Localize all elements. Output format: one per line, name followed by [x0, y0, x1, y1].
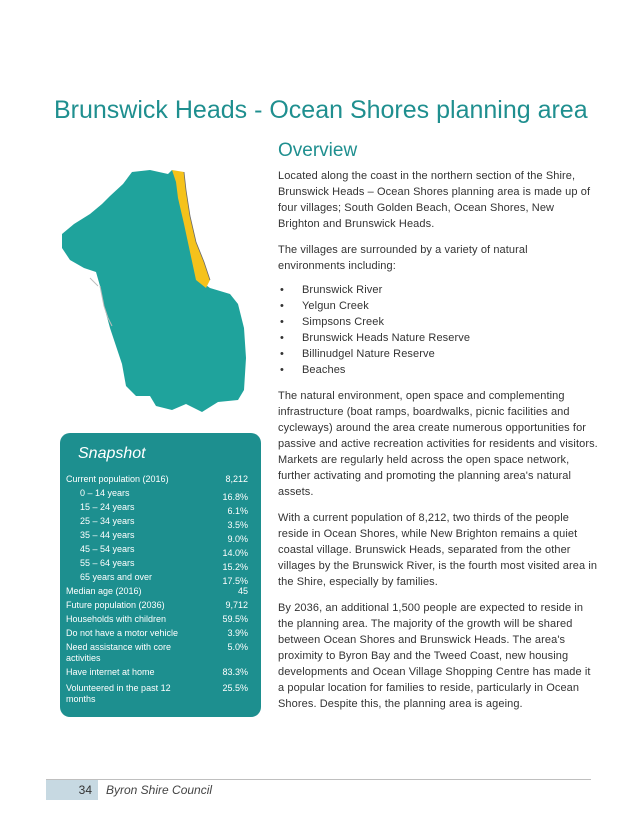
footer-organization: Byron Shire Council [106, 783, 213, 797]
list-item: • Brunswick River [278, 282, 598, 298]
snapshot-value: 9.0% [227, 534, 248, 544]
snapshot-value: 83.3% [222, 667, 248, 677]
snapshot-label: Future population (2036) [66, 600, 165, 610]
snapshot-label: 45 – 54 years [80, 544, 135, 554]
paragraph-population: With a current population of 8,212, two thirds of the people reside in Ocean Shores, while New Brighton remains a quiet coastal village. Brunswick Heads, separated from the other villages by the Brunswick River, is the fourth most visited area in the Shire, especially by families. [278, 512, 598, 588]
snapshot-value: 9,712 [225, 600, 248, 610]
snapshot-label: 15 – 24 years [80, 502, 135, 512]
snapshot-label: Households with children [66, 614, 167, 624]
snapshot-label: 65 years and over [80, 572, 153, 582]
planning-area-map [60, 168, 270, 420]
page-title: Brunswick Heads - Ocean Shores planning area [54, 96, 588, 124]
paragraph-growth: By 2036, an additional 1,500 people are expected to reside in the planning area. The majority of the growth will be shared between Ocean Shores and Brunswick Heads. The area's proximity to Byron Bay and the Tweed Coast, new housing developments and Ocean Village Shopping Centre has made it a popular location for families to reside, particularly in Ocean Shores. Despite this, the planning area is ageing. [278, 602, 591, 710]
snapshot-value: 3.5% [227, 520, 248, 530]
paragraph-environments: The villages are surrounded by a variety of natural environments including: [278, 244, 528, 272]
environments-list [278, 282, 598, 378]
snapshot-label: 25 – 34 years [80, 516, 135, 526]
list-item: • Yelgun Creek [278, 298, 598, 314]
snapshot-value: 45 [237, 586, 248, 596]
snapshot-value: 16.8% [222, 492, 248, 502]
paragraph-recreation: The natural environment, open space and complementing infrastructure (boat ramps, boardwalks, picnic facilities and cycleways) around the area create numerous opportunities for passive and active recreation activities for residents and visitors. Markets are regularly held across the open space network, further activating and promoting the planning area's natural assets. [278, 390, 598, 498]
snapshot-title: Snapshot [78, 445, 146, 462]
overview-text [278, 168, 598, 722]
list-item: • Beaches [278, 362, 598, 378]
list-item: • Brunswick Heads Nature Reserve [278, 330, 598, 346]
section-heading-overview: Overview [278, 140, 358, 161]
snapshot-label: 0 – 14 years [80, 488, 130, 498]
list-item: • Simpsons Creek [278, 314, 598, 330]
snapshot-value: 14.0% [222, 548, 248, 558]
snapshot-label: 35 – 44 years [80, 530, 135, 540]
snapshot-panel [60, 433, 261, 717]
snapshot-value: 25.5% [222, 683, 248, 693]
list-item: • Billinudgel Nature Reserve [278, 346, 598, 362]
snapshot-value: 6.1% [227, 506, 248, 516]
snapshot-value: 5.0% [227, 642, 248, 652]
snapshot-label: Current population (2016) [66, 474, 169, 484]
snapshot-label: Do not have a motor vehicle [66, 628, 179, 638]
paragraph-intro: Located along the coast in the northern section of the Shire, Brunswick Heads – Ocean Shores planning area is made up of four villages; South Golden Beach, Ocean Shores, New Brighton and Brunswick Heads. [278, 170, 591, 230]
shire-boundary-outline-2 [90, 278, 98, 286]
snapshot-value: 3.9% [227, 628, 248, 638]
snapshot-value: 15.2% [222, 562, 248, 572]
snapshot-value: 8,212 [225, 474, 248, 484]
snapshot-value: 17.5% [222, 576, 248, 586]
snapshot-label: Need assistance with core activities [66, 642, 172, 663]
snapshot-label: Median age (2016) [66, 586, 142, 596]
snapshot-label: 55 – 64 years [80, 558, 135, 568]
snapshot-value: 59.5% [222, 614, 248, 624]
shire-region-shape [62, 170, 246, 412]
page-number: 34 [46, 780, 98, 800]
snapshot-label: Have internet at home [66, 667, 155, 677]
snapshot-label: Volunteered in the past 12 months [66, 683, 171, 704]
